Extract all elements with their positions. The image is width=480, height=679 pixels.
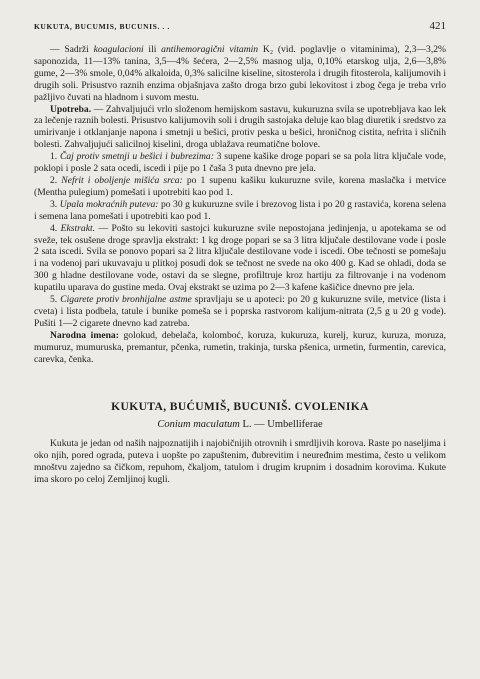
usage-label: Upotreba. bbox=[50, 103, 92, 115]
recipe-number: 3. bbox=[50, 198, 60, 210]
recipe-item bbox=[34, 151, 446, 175]
recipe-item bbox=[34, 199, 446, 223]
folk-names-text: golokud, debelača, kolomboć, koruza, kukuruza, kurelj, kuruz, kuruza, moruza, mumuruz, mumuruska, premantur, pčenka, rumetin, trakinja, turska pšenica, urmetin, furmentin, carevica, carevka, čenka. bbox=[34, 329, 446, 365]
recipe-title: Čaj protiv smetnji u bešici i bubrezima: bbox=[59, 151, 214, 163]
section-title: KUKUTA, BUĆUMIŠ, BUCUNIŠ. CVOLENIKA bbox=[111, 401, 369, 414]
composition-text-c: K₂ (vid. poglavlje o vitaminima), 2,3—3,2% saponozida, 11—13% tanina, 3,5—4% šećera, 2—2,5% masnog ulja, 0,10% etarskog ulja, 2,6—3,8% gume, 2—3% smole, 0,04% alkaloida, 0,3% salicilne kiseline, sitosterola i drugih fitosterola, kalijumovih i drugih soli. Prisustvo raznih enzima objašnjava zašto droga brzo gubi lekovitost i zbog čega je treba vrlo pažljivo čuvati na hladnom i suvom mestu. bbox=[34, 44, 447, 103]
recipe-item bbox=[34, 175, 446, 199]
recipe-number: 2. bbox=[50, 174, 62, 186]
page-number: 421 bbox=[429, 20, 446, 32]
recipe-item bbox=[34, 223, 446, 294]
running-head: KUKUTA, BUCUMIS, BUCUNIS. . . bbox=[34, 22, 170, 31]
recipe-text: spravljaju se u apoteci: po 20 g kukuruzne svile, metvice (lista i cveta) i lista podbela, tatule i bunike pomeša se i poprska rastvorom kalijum-nitrata (2,5 g u 20 g vode). Pušiti 1—2 cigarete dnevno kad zatreba. bbox=[34, 294, 446, 329]
composition-italic-2: antihemoragični vitamin bbox=[161, 44, 259, 55]
recipe-title: Ekstrakt. bbox=[60, 222, 96, 234]
usage-text: — Zahvaljujući vrlo složenom hemijskom sastavu, kukuruzna svila se upotrebljava kao lek za lečenje raznih bolesti. Prisustvo kalijumovih soli i drugih sastojaka deluje kao blag diuretik i sredstvo za umirivanje i otklanjanje napona i smetnji u bešici, protiv peska u bešici, hroničnog cistita, nefrita i sličnih bolesti. Zahvaljujući salicilnoj kiselini, droga ublažava reumatične bolove. bbox=[34, 103, 446, 151]
recipe-text: 3 supene kašike droge popari se sa pola litra ključale vode, poklopi i posle 2 sata ocedi, iscedi i pije po 1 čaša 3 puta dnevno pre jela. bbox=[34, 151, 447, 175]
recipe-text: — Pošto su lekoviti sastojci kukuruzne svile nepostojana jedinjenja, u apotekama se od sveže, tek osušene droge spravlja ekstrakt: 1 kg droge popari se sa 3 litra ključale destilovane vode i posle 2 sata iscedi. Svila se ponovo popari sa 2 litra ključale destilovane vode i iscedi. Obe tečnosti se pomešaju i na vodenoj pari ukuvavaju u plitkoj posudi dok se tečnost ne svede na oko 400 g. Kad se ohladi, doda se 300 g hladne destilovane vode, ostavi da se slegne, profiltruje kroz hartiju za filtrovanje i na vodenom kupatilu uparava do gustine meda. Ovaj ekstrakt se uzima po 2—3 kafene kašičice dnevno pre jela. bbox=[34, 222, 446, 294]
usage-paragraph bbox=[34, 104, 446, 152]
recipe-number: 4. bbox=[50, 222, 61, 234]
recipe-title: Upala mokraćnih puteva: bbox=[59, 198, 159, 210]
composition-italic-1: koagulacioni bbox=[93, 44, 144, 55]
recipe-title: Nefrit i oboljenje mišića srca: bbox=[61, 174, 183, 186]
folk-names-paragraph bbox=[34, 330, 446, 366]
botanical-family: L. — Umbelliferae bbox=[239, 419, 323, 431]
recipe-item bbox=[34, 294, 446, 330]
recipe-text: po 1 supenu kašiku kukuruzne svile, korena maslačka i metvice (Mentha pulegium) pomešati i upotrebiti kao pod 1. bbox=[34, 174, 447, 198]
recipe-title: Cigarete protiv bronhijalne astme bbox=[60, 294, 192, 306]
latin-name: Conium maculatum bbox=[157, 419, 240, 431]
composition-text-a: — Sadrži bbox=[50, 44, 94, 55]
page-header bbox=[34, 20, 446, 38]
recipe-text: po 30 g kukuruzne svile i brezovog lista i po 20 g rastavića, korena selena i semena lana pomešati i upotrebiti kao pod 1. bbox=[34, 198, 446, 222]
folk-names-label: Narodna imena: bbox=[50, 329, 119, 341]
composition-paragraph bbox=[34, 44, 446, 104]
recipe-number: 5. bbox=[50, 294, 61, 306]
section-subtitle bbox=[34, 419, 446, 430]
section-body bbox=[34, 438, 446, 486]
recipe-number: 1. bbox=[50, 151, 60, 163]
kukuta-paragraph: Kukuta je jedan od naših najpoznatijih i najobičnijih otrovnih i smrdljivih korova. Raste po naseljima i oko njih, pored ograda, puteva i uopšte po zapuštenim, đubrevitim i neuređnim mestima, često u velikom mnoštvu zajedno sa čičkom, repuhom, čkaljom, tatulom i drugim krupnim i dosadnim korovima. Kukute ima skoro po celoj Zemljinoj kugli. bbox=[34, 438, 446, 486]
composition-text-b: ili bbox=[143, 44, 162, 55]
body-text bbox=[34, 44, 446, 365]
